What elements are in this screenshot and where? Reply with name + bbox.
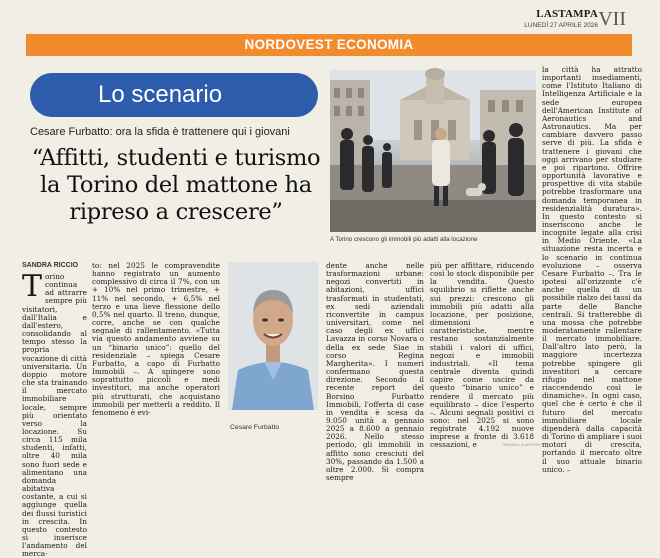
masthead-logo: LASTAMPA bbox=[536, 8, 598, 20]
photo-caption: A Torino crescono gli immobili più adatti alla locazione bbox=[330, 236, 478, 243]
body-text-1: orino continua ad attrarre sempre più visitatori, dall'Italia e dall'estero, consolidando al tempo stesso la propria vocazione di città universitaria. Un doppio motore che sta trainando il mercato immobiliare locale, sempre più orientato verso la locazione. Su circa 115 mila studenti, infatti, oltre 40 mila sono fuori sede e alimentano una domanda abitativa costante, a cui si aggiunge quella dei flussi turistici in crescita. In questo contesto si inserisce l'andamento del merca- bbox=[22, 272, 87, 558]
byline: SANDRA RICCIO bbox=[22, 262, 79, 269]
section-banner: NORDOVEST ECONOMIA bbox=[26, 34, 632, 56]
masthead bbox=[0, 5, 660, 33]
page-number: VII bbox=[598, 8, 626, 30]
headline: “Affitti, studenti e turismo la Torino del mattone ha ripreso a crescere” bbox=[31, 145, 321, 225]
street-photo bbox=[330, 70, 536, 232]
footer-mark: ORIGINALI DI ARCHIVIO bbox=[502, 443, 542, 447]
body-column-1 bbox=[22, 269, 87, 558]
kicker: Cesare Furbatto: ora la sfida è trattenere qui i giovani bbox=[30, 126, 290, 138]
body-column-2 bbox=[92, 262, 220, 448]
body-text-2: to: nel 2025 le compravendite hanno registrato un aumento complessivo di circa il 7%, con un + 10% nel primo trimestre, + 11% nel secondo, + 6,5% nel terzo e una lieve flessione dello 0,5% nel quarto. Il treno, dunque, corre, anche se con qualche segnale di rallentamento. «Tutta via questo andamento avviene su un “binario unico”: quello del residenziale – spiega Cesare Furbatto, a capo di Furbatto Immobili –. A spingere sono soprattutto piccoli e medi investitori, ma anche operatori più strutturati, che acquistano immobili per metterli a reddito. Il fenomeno è evi- bbox=[92, 261, 220, 417]
body-text-5: la città ha attratto importanti insediamenti, come l'Istituto Italiano di Intelligenza Artificiale e la sede europea dell'American Institute of Aeronautics and Astronautics. Ma per cambiare davvero passo serve di più. La sfida è trattenere i giovani che oggi arrivano per studiare e poi ripartono. Offrire opportunità lavorative e prospettive di vita stabile potrebbe trasformare una domanda temporanea in residenzialità duratura». In questo contesto si inseriscono anche le incognite legate alla crisi in Medio Oriente. «La situazione resta incerta e lo scenario in continua evoluzione – osserva Cesare Furbatto –. Tra le ipotesi all'orizzonte c'è anche quella di un possibile rialzo dei tassi da parte delle Banche centrali. Si tratterebbe di una mossa che potrebbe moderatamente rallentare il mercato immobiliare. Dall'altro lato però, la maggiore incertezza potrebbe spingere gli investitori a cercare rifugio nel mattone riaccendendo così le dinamiche». In ogni caso, quel che è certo è che il futuro del mercato immobiliare locale dipenderà dalla capacità di Torino di ampliare i suoi motori di crescita, portando il mercato oltre il suo attuale binario unico. – bbox=[542, 65, 643, 474]
portrait-illustration bbox=[228, 262, 318, 410]
scenario-label: Lo scenario bbox=[30, 73, 318, 117]
body-text-3: dente anche nelle trasformazioni urbane: negozi convertiti in abitazioni, uffici trasformati in studentati, ex sedi aziendali riconvertite in campus universitari, come nel caso degli ex uffici Lavazza in corso Novara o della ex sede Siae in corso Regina Margherita». I numeri confermano questa direzione. Secondo il recente report del Borsino Furbatto Immobili, l'offerta di case in vendita è scesa da 9.050 unità a gennaio 2025 a 8.600 a gennaio 2026. Nello stesso periodo, gli immobili in affitto sono cresciuti del 30%, passando da 1.500 a oltre 2.000. Si compra sempre bbox=[326, 261, 424, 483]
masthead-date: LUNEDÌ 27 APRILE 2026 bbox=[524, 22, 598, 29]
body-column-3 bbox=[326, 261, 424, 483]
portrait-photo bbox=[228, 262, 318, 410]
drop-cap: T bbox=[22, 269, 43, 304]
street-photo-illustration bbox=[330, 70, 536, 232]
body-text-4: più per affittare, riducendo così lo stock disponibile per la vendita. Questo squilibrio si riflette anche sui prezzi: crescono gli immobili più adatti alla locazione, per posizione, dimensioni e caratteristiche, mentre restano sostanzialmente stabili i valori di uffici, negozi e immobili industriali. «Il tema centrale diventa quindi capire come uscire da questo “binario unico” e rendere il mercato più equilibrato – dice l'esperto –. Alcuni segnali positivi ci sono: nel 2025 si sono registrate 4.192 nuove imprese a fronte di 3.618 cessazioni, e bbox=[430, 261, 534, 450]
body-column-4 bbox=[430, 262, 534, 448]
body-column-5 bbox=[542, 65, 643, 474]
portrait-caption: Cesare Furbatto bbox=[230, 424, 280, 431]
